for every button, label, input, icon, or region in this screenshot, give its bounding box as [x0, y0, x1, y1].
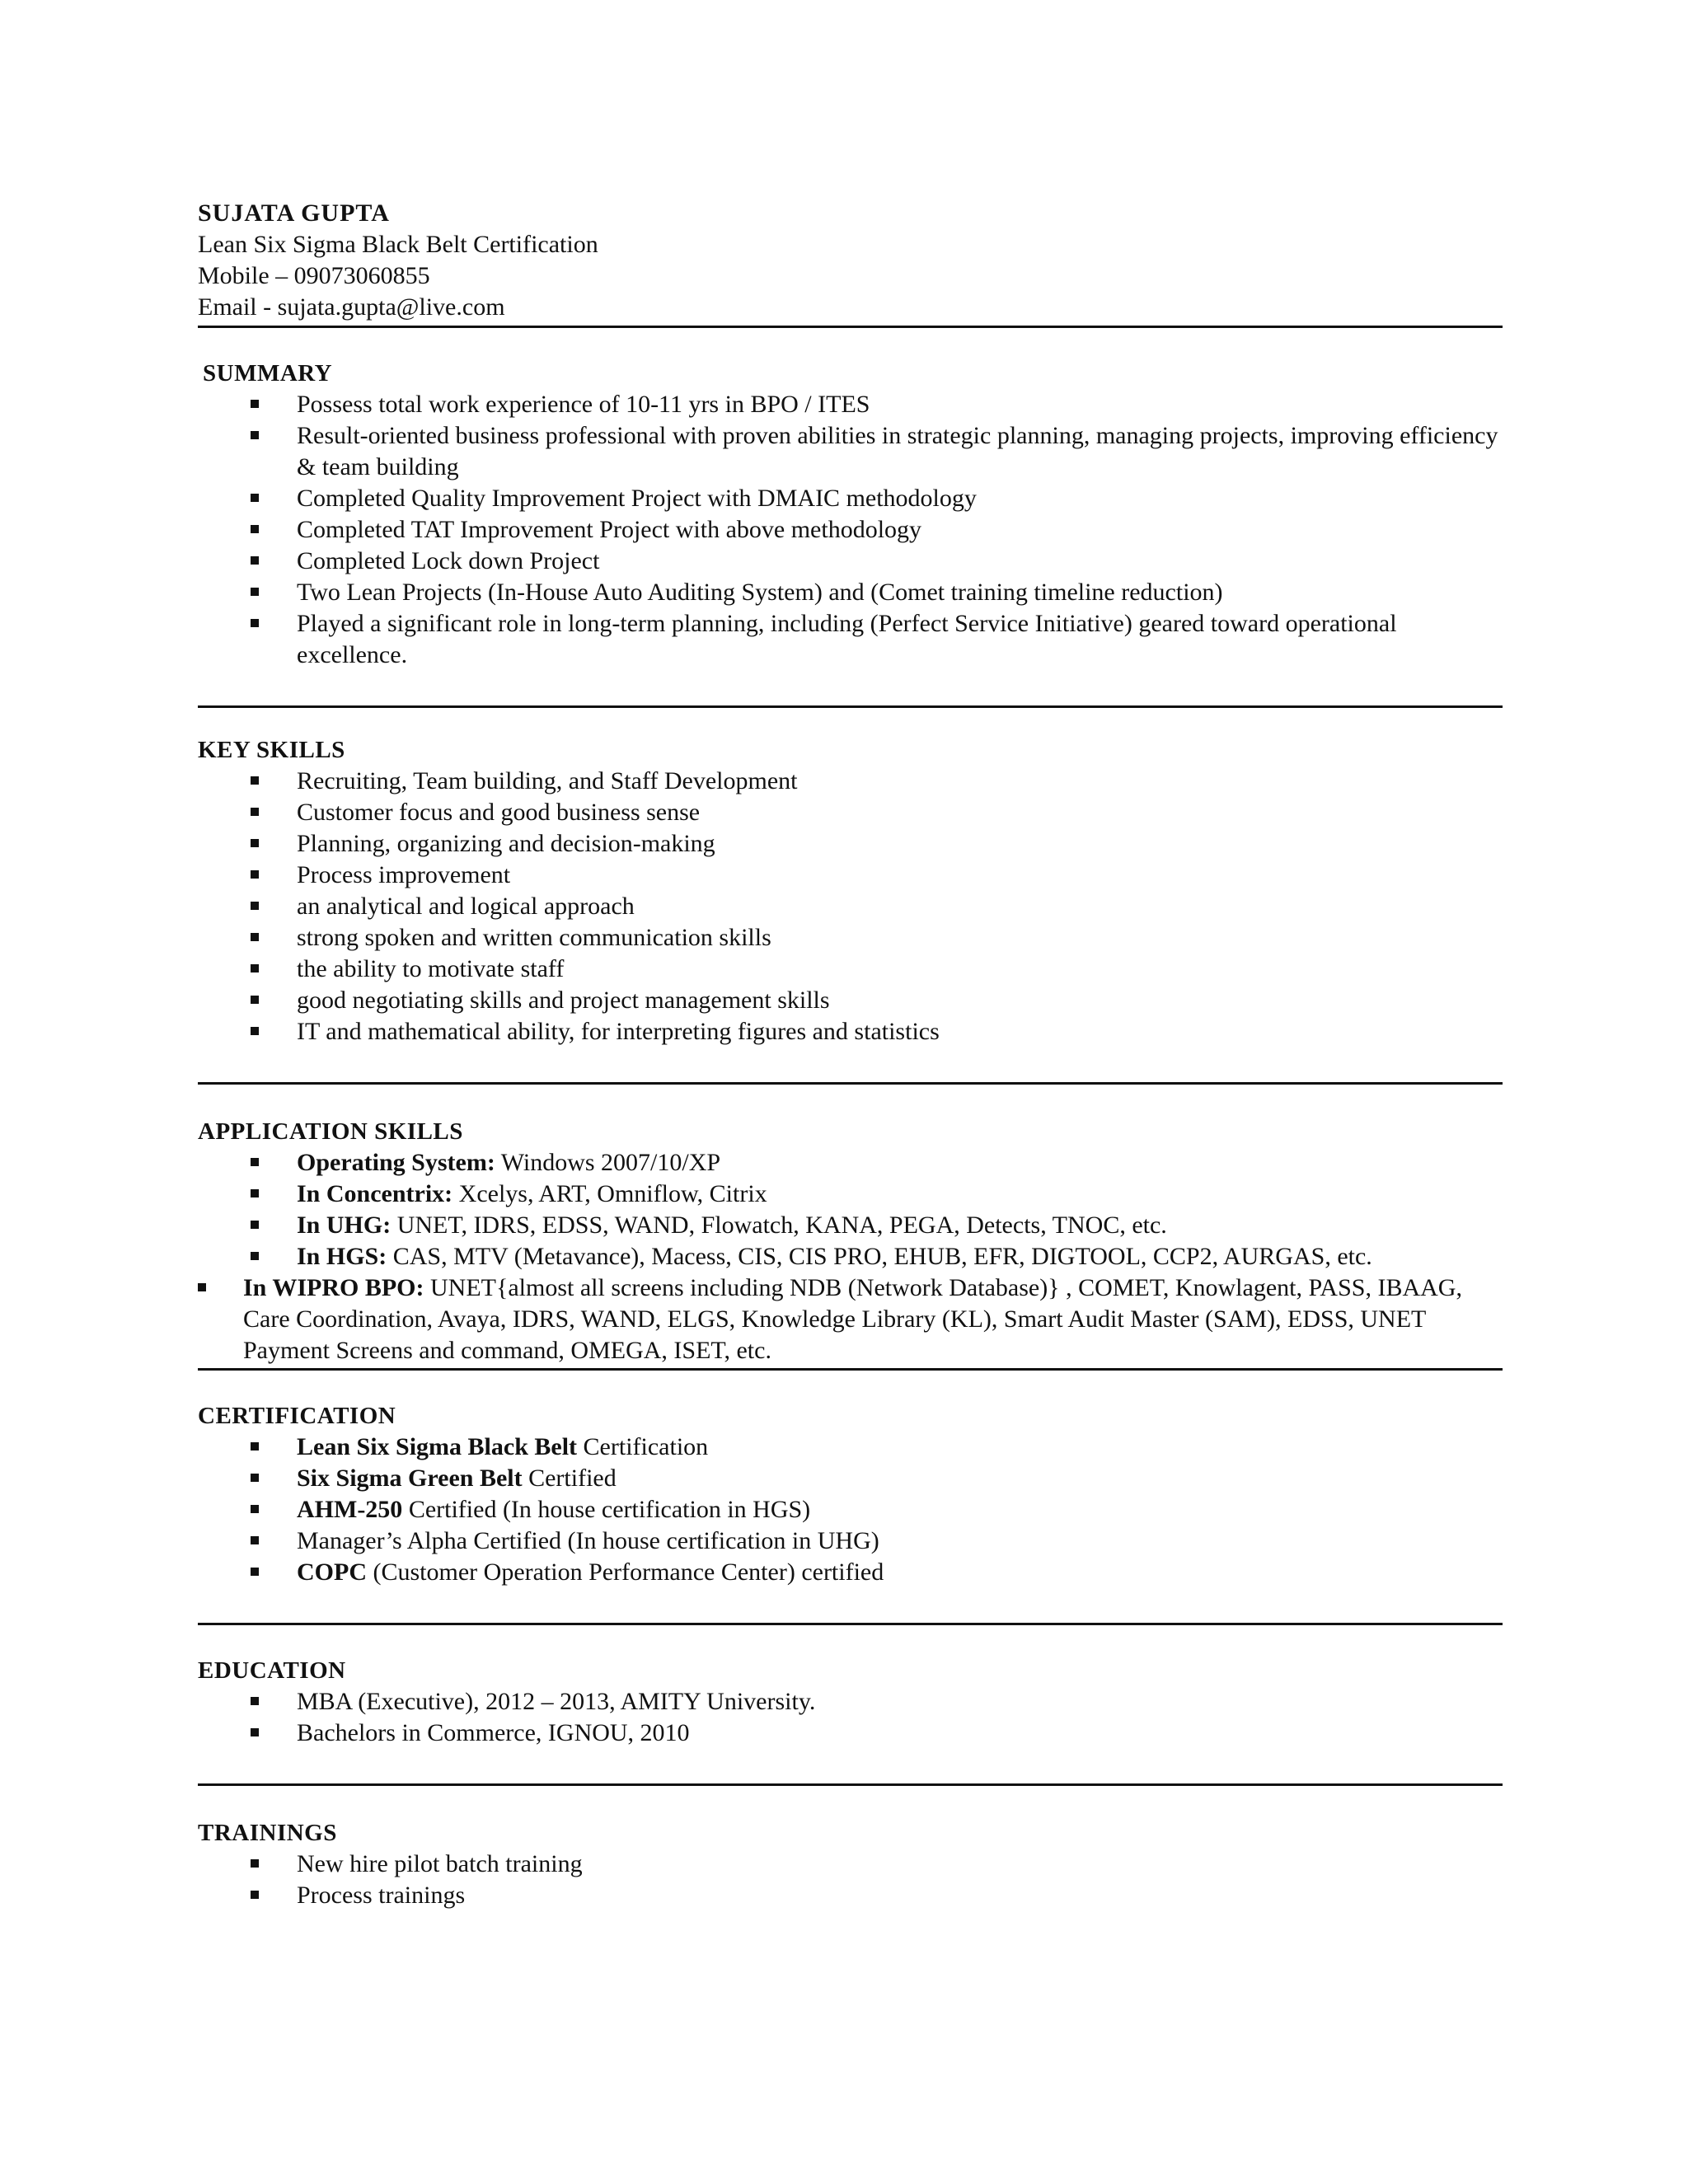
list-item-text: Two Lean Projects (In-House Auto Auditing System) and (Comet training timeline reduction)	[297, 579, 1223, 606]
list-item	[198, 514, 1503, 546]
list-item-text: Completed Lock down Project	[297, 547, 600, 574]
candidate-name: SUJATA GUPTA	[198, 199, 390, 227]
list-item-text: UNET{almost all screens including NDB (Network Database)} , COMET, Knowlagent, PASS, IBAAG, Care Coordination, Avaya, IDRS, WAND, ELGS, Knowledge Library (KL), Smart Audit Master (SAM), EDSS, UNET Payment Screens and command, OMEGA, ISET, etc.	[243, 1274, 1462, 1364]
list-item-text: Completed TAT Improvement Project with above methodology	[297, 516, 922, 543]
list-item	[198, 954, 1503, 985]
bullet-icon	[251, 964, 259, 972]
section-divider	[198, 1368, 1503, 1371]
list-item	[198, 1179, 1503, 1210]
list-item-label: Lean Six Sigma Black Belt	[297, 1433, 578, 1460]
bullet-icon	[251, 1728, 259, 1736]
bullet-icon	[251, 1568, 259, 1576]
bullet-icon	[251, 1252, 259, 1260]
certification-list	[198, 1432, 1503, 1588]
list-item-text: Planning, organizing and decision-making	[297, 830, 715, 857]
trainings-title: TRAININGS	[198, 1820, 337, 1846]
list-item	[198, 797, 1503, 828]
bullet-icon	[198, 1283, 206, 1291]
list-item	[198, 1557, 1503, 1588]
list-item	[198, 1526, 1503, 1557]
list-item-text: Windows 2007/10/XP	[495, 1149, 721, 1176]
bullet-icon	[251, 1505, 259, 1513]
list-item	[198, 985, 1503, 1016]
list-item-text: Recruiting, Team building, and Staff Development	[297, 767, 798, 794]
list-item	[194, 1272, 1503, 1366]
list-item-label: In UHG:	[297, 1212, 392, 1239]
bullet-icon	[251, 400, 259, 408]
bullet-icon	[251, 902, 259, 910]
trainings-list	[198, 1849, 1503, 1911]
list-item	[198, 891, 1503, 922]
list-item-text: strong spoken and written communication skills	[297, 924, 771, 951]
bullet-icon	[251, 1221, 259, 1229]
list-item	[198, 1463, 1503, 1494]
list-item	[198, 922, 1503, 954]
list-item	[198, 1880, 1503, 1911]
section-divider	[198, 705, 1503, 708]
list-item-text: Certified (In house certification in HGS)	[402, 1496, 811, 1523]
list-item	[198, 1718, 1503, 1749]
summary-section	[198, 358, 1503, 671]
list-item-text: Certified	[522, 1465, 617, 1492]
bullet-icon	[251, 1158, 259, 1166]
bullet-icon	[251, 996, 259, 1004]
list-item	[198, 828, 1503, 860]
list-item-text: CAS, MTV (Metavance), Macess, CIS, CIS PRO, EHUB, EFR, DIGTOOL, CCP2, AURGAS, etc.	[387, 1243, 1372, 1270]
list-item-text: Process improvement	[297, 861, 511, 888]
list-item-label: In WIPRO BPO:	[243, 1274, 424, 1301]
bullet-icon	[251, 839, 259, 847]
list-item-text: Certification	[577, 1433, 709, 1460]
section-divider	[198, 1082, 1503, 1085]
certification-title: CERTIFICATION	[198, 1403, 396, 1429]
list-item-text: Possess total work experience of 10-11 yrs in BPO / ITES	[297, 391, 870, 418]
bullet-icon	[251, 1536, 259, 1544]
list-item	[198, 1432, 1503, 1463]
list-item-text: Bachelors in Commerce, IGNOU, 2010	[297, 1719, 690, 1746]
section-divider	[198, 326, 1503, 328]
list-item-text: Completed Quality Improvement Project with DMAIC methodology	[297, 485, 977, 512]
list-item-label: COPC	[297, 1558, 367, 1586]
key-skills-title: KEY SKILLS	[198, 737, 345, 763]
bullet-icon	[251, 556, 259, 565]
bullet-icon	[251, 588, 259, 596]
bullet-icon	[251, 808, 259, 816]
list-item	[198, 1494, 1503, 1526]
section-divider	[198, 1623, 1503, 1625]
list-item	[198, 577, 1503, 608]
list-item	[198, 389, 1503, 420]
list-item-text: the ability to motivate staff	[297, 955, 565, 982]
list-item-label: In HGS:	[297, 1243, 387, 1270]
bullet-icon	[251, 1859, 259, 1868]
bullet-icon	[251, 1442, 259, 1451]
bullet-icon	[251, 776, 259, 785]
application-skills-title: APPLICATION SKILLS	[198, 1118, 463, 1145]
list-item-text: Xcelys, ART, Omniflow, Citrix	[452, 1180, 767, 1207]
summary-title: SUMMARY	[203, 360, 333, 387]
bullet-icon	[251, 1891, 259, 1899]
list-item	[198, 483, 1503, 514]
summary-list	[198, 389, 1503, 671]
list-item-text: New hire pilot batch training	[297, 1850, 583, 1877]
bullet-icon	[251, 1027, 259, 1035]
certification-section	[198, 1400, 1503, 1588]
list-item-text: Process trainings	[297, 1882, 466, 1909]
candidate-headline: Lean Six Sigma Black Belt Certification	[198, 231, 598, 258]
education-section	[198, 1655, 1503, 1749]
list-item-text: an analytical and logical approach	[297, 893, 635, 920]
candidate-email: Email - sujata.gupta@live.com	[198, 293, 505, 321]
section-divider	[198, 1783, 1503, 1786]
resume-page	[198, 198, 1503, 1911]
list-item-text: Manager’s Alpha Certified (In house certification in UHG)	[297, 1527, 879, 1554]
application-skills-list	[198, 1147, 1503, 1272]
list-item-text: Played a significant role in long-term planning, including (Perfect Service Initiative) geared toward operational excellence.	[297, 610, 1397, 668]
list-item-text: IT and mathematical ability, for interpreting figures and statistics	[297, 1018, 940, 1045]
list-item	[198, 1210, 1503, 1241]
resume-header	[198, 198, 1503, 323]
education-list	[198, 1686, 1503, 1749]
list-item-text: good negotiating skills and project management skills	[297, 987, 830, 1014]
list-item-label: In Concentrix:	[297, 1180, 453, 1207]
list-item	[198, 546, 1503, 577]
bullet-icon	[251, 494, 259, 502]
list-item	[198, 1241, 1503, 1272]
list-item-label: Operating System:	[297, 1149, 495, 1176]
education-title: EDUCATION	[198, 1657, 346, 1684]
list-item-text: Result-oriented business professional with proven abilities in strategic planning, managing projects, improving efficiency & team building	[297, 422, 1498, 480]
trainings-section	[198, 1817, 1503, 1911]
list-item	[198, 860, 1503, 891]
list-item	[198, 1147, 1503, 1179]
list-item-text: UNET, IDRS, EDSS, WAND, Flowatch, KANA, PEGA, Detects, TNOC, etc.	[391, 1212, 1167, 1239]
list-item-label: AHM-250	[297, 1496, 403, 1523]
key-skills-list	[198, 766, 1503, 1047]
bullet-icon	[251, 1697, 259, 1705]
bullet-icon	[251, 619, 259, 627]
application-skills-outdented-list	[194, 1272, 1503, 1366]
list-item-text: MBA (Executive), 2012 – 2013, AMITY University.	[297, 1688, 816, 1715]
bullet-icon	[251, 870, 259, 879]
bullet-icon	[251, 933, 259, 941]
list-item	[198, 1849, 1503, 1880]
list-item-label: Six Sigma Green Belt	[297, 1465, 523, 1492]
key-skills-section	[198, 734, 1503, 1047]
bullet-icon	[251, 525, 259, 533]
list-item	[198, 608, 1503, 671]
candidate-mobile: Mobile – 09073060855	[198, 262, 430, 289]
list-item-text: Customer focus and good business sense	[297, 799, 701, 826]
list-item-text: (Customer Operation Performance Center) certified	[367, 1558, 884, 1586]
application-skills-section	[198, 1116, 1503, 1366]
bullet-icon	[251, 1474, 259, 1482]
bullet-icon	[251, 431, 259, 439]
list-item	[198, 1686, 1503, 1718]
list-item	[198, 766, 1503, 797]
list-item	[198, 1016, 1503, 1047]
bullet-icon	[251, 1189, 259, 1197]
list-item	[198, 420, 1503, 483]
